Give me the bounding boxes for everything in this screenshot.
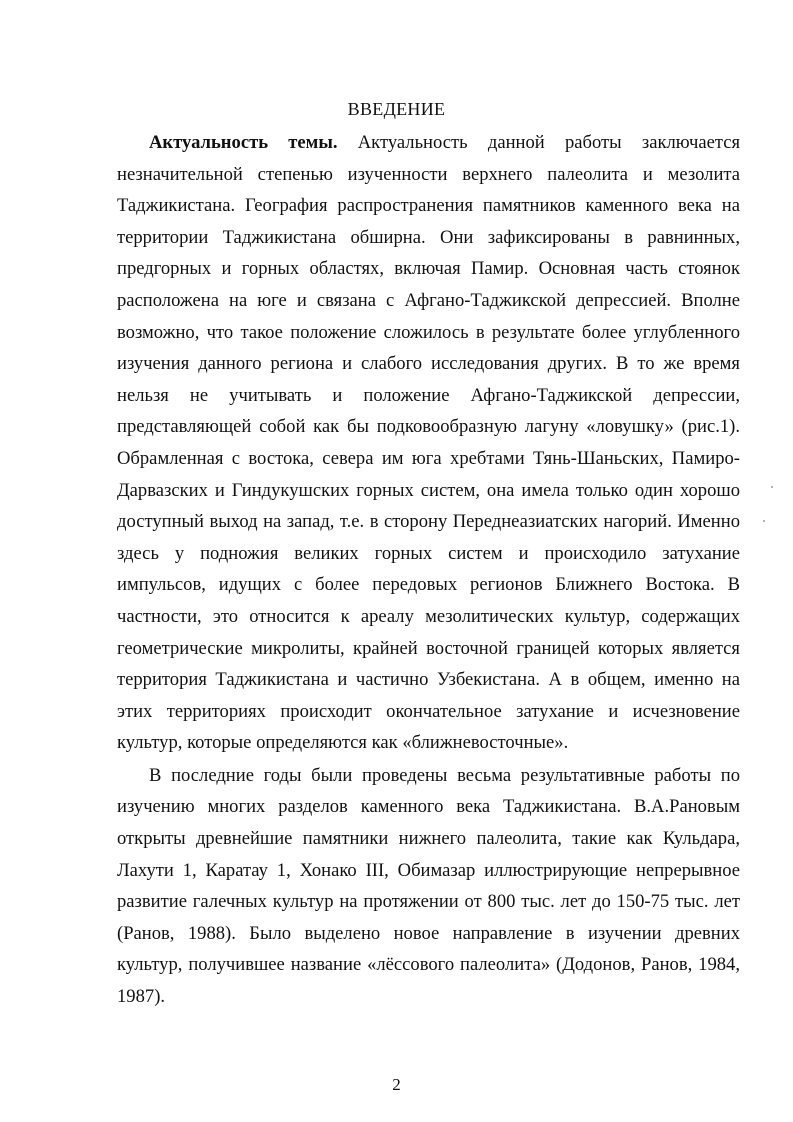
scan-speck	[763, 520, 765, 522]
paragraph-research-history	[117, 760, 740, 1013]
paragraph-relevance	[117, 127, 740, 759]
paragraph-text: Актуальность данной работы заключается незначительной степенью изученности верхнего палеолита и мезолита Таджикистана. География распространения памятников каменного века на территории Таджикистана обширна. Они зафиксированы в равнинных, предгорных и горных областях, включая Памир. Основная часть стоянок расположена на юге и связана с Афгано-Таджикской депрессией. Вполне возможно, что такое положение сложилось в результате более углубленного изучения данного региона и слабого исследования других. В то же время нельзя не учитывать и положение Афгано-Таджикской депрессии, представляющей собой как бы подковообразную лагуну «ловушку» (рис.1). Обрамленная с востока, севера им юга хребтами Тянь-Шаньских, Памиро-Дарвазских и Гиндукушских горных систем, она имела только один хорошо доступный выход на запад, т.е. в сторону Переднеазиатских нагорий. Именно здесь у подножия великих горных систем и происходило затухание импульсов, идущих с более передовых регионов Ближнего Востока. В частности, это относится к ареалу мезолитических культур, содержащих геометрические микролиты, крайней восточной границей которых является территория Таджикистана и частично Узбекистана. А в общем, именно на этих территориях происходит окончательное затухание и исчезновение культур, которые определяются как «ближневосточные».	[117, 132, 740, 754]
scan-speck	[771, 486, 773, 488]
section-heading: ВВЕДЕНИЕ	[347, 99, 446, 119]
body-text	[117, 127, 740, 1013]
paragraph-text: В последние годы были проведены весьма результативные работы по изучению многих разделов каменного века Таджикистана. В.А.Рановым открыты древнейшие памятники нижнего палеолита, такие как Кульдара, Лахути 1, Каратау 1, Хонако III, Обимазар иллюстрирующие непрерывное развитие галечных культур на протяжении от 800 тыс. лет до 150-75 тыс. лет (Ранов, 1988). Было выделено новое направление в изучении древних культур, получившее название «лёссового палеолита» (Додонов, Ранов, 1984, 1987).	[117, 764, 740, 1008]
page-number: 2	[392, 1075, 401, 1094]
paragraph-lead: Актуальность темы.	[149, 132, 338, 153]
